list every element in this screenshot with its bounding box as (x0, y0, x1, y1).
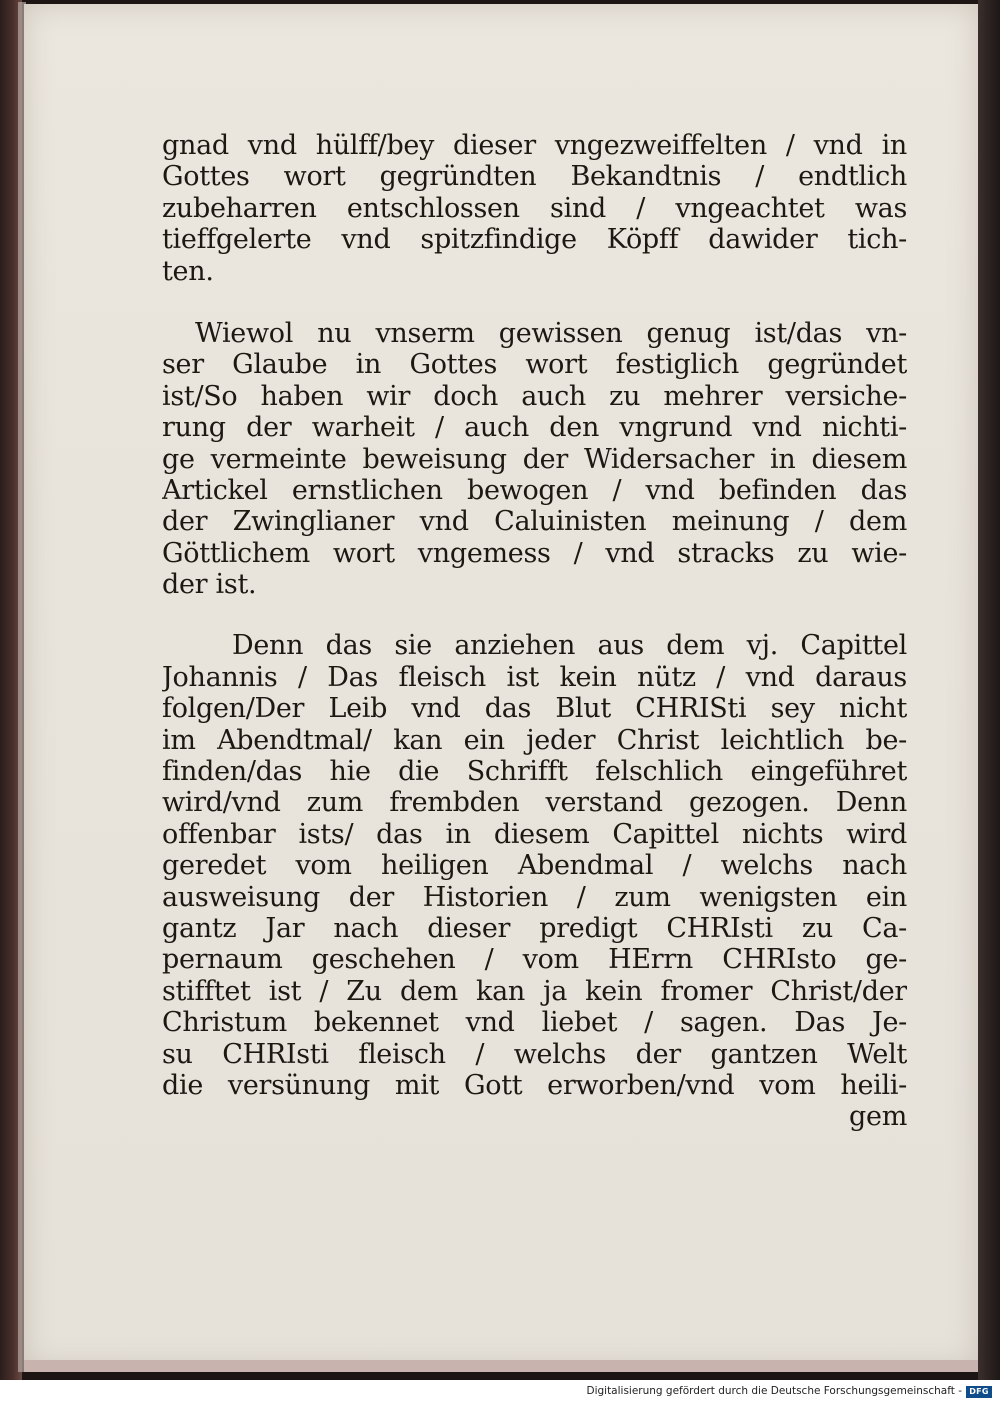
book-cover-right-edge (978, 0, 1000, 1380)
page-bottom-edge (24, 1360, 978, 1372)
text-line: zubeharren entschlossen sind / vngeachtet was (162, 192, 907, 224)
page-text (162, 130, 907, 1133)
text-line: Wiewol nu vnserm gewissen genug ist/das vn- (195, 317, 907, 349)
dfg-logo[interactable]: DFG (966, 1386, 992, 1398)
paragraph-3 (162, 630, 907, 1101)
text-line: Johannis / Das fleisch ist kein nütz / vnd daraus (162, 661, 907, 693)
paragraph-2 (162, 318, 907, 601)
text-line: Gottes wort gegründten Bekandtnis / endtlich (162, 161, 907, 193)
text-line: finden/das hie die Schrifft felschlich eingeführet (162, 756, 907, 788)
text-line: ser Glaube in Gottes wort festiglich gegründet (162, 349, 907, 381)
text-line: geredet vom heiligen Abendmal / welchs nach (162, 850, 907, 882)
text-line: su CHRIsti fleisch / welchs der gantzen Welt (162, 1038, 907, 1070)
text-line: gnad vnd hülff/bey dieser vngezweiffelten / vnd in (162, 130, 907, 161)
text-line: ist/So haben wir doch auch zu mehrer versiche- (162, 380, 907, 412)
text-line: folgen/Der Leib vnd das Blut CHRISti sey nicht (162, 693, 907, 725)
catchword: gem (849, 1101, 907, 1133)
text-line: Artickel ernstlichen bewogen / vnd befinden das (162, 474, 907, 506)
text-line: ten. (162, 255, 214, 287)
text-line: wird/vnd zum frembden verstand gezogen. Denn (162, 787, 907, 819)
text-line: im Abendtmal/ kan ein jeder Christ leichtlich be- (162, 724, 907, 756)
text-line: der Zwinglianer vnd Caluinisten meinung / dem (162, 506, 907, 538)
footer-bar (0, 1380, 1000, 1403)
text-line: offenbar ists/ das in diesem Capittel nichts wird (162, 818, 907, 850)
paragraph-1 (162, 130, 907, 287)
text-line: der ist. (162, 569, 257, 601)
funding-credit: Digitalisierung gefördert durch die Deutsche Forschungsgemeinschaft - (586, 1385, 962, 1397)
text-line: tieffgelerte vnd spitzfindige Köpff dawider tich- (162, 224, 907, 256)
text-line: gantz Jar nach dieser predigt CHRIsti zu Ca- (162, 912, 907, 944)
text-line: Göttlichem wort vngemess / vnd stracks zu wie- (162, 537, 907, 569)
text-line: pernaum geschehen / vom HErrn CHRIsto ge- (162, 944, 907, 976)
text-line: die versünung mit Gott erworben/vnd vom heili- (162, 1069, 907, 1101)
text-line: rung der warheit / auch den vngrund vnd nichti- (162, 412, 907, 444)
text-line: ausweisung der Historien / zum wenigsten ein (162, 881, 907, 913)
text-line: Christum bekennet vnd liebet / sagen. Das Je- (162, 1007, 907, 1039)
text-line: stifftet ist / Zu dem kan ja kein fromer Christ/der (162, 975, 907, 1007)
text-line: ge vermeinte beweisung der Widersacher in diesem (162, 443, 907, 475)
text-line: Denn das sie anziehen aus dem vj. Capittel (232, 630, 907, 662)
